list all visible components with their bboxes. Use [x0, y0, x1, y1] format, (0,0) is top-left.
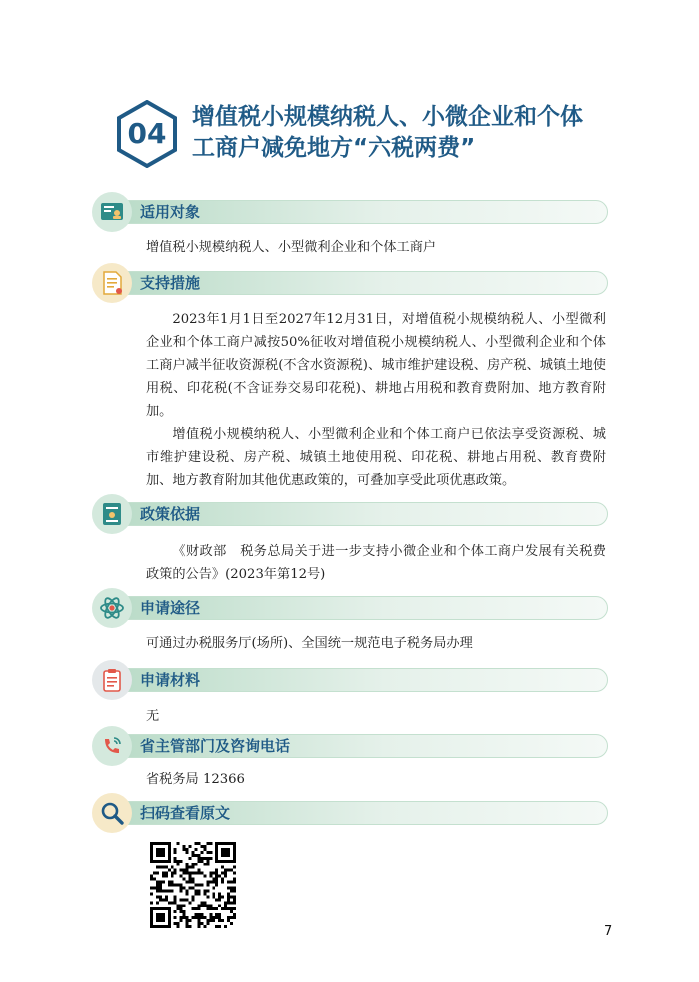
section-materials-header [92, 660, 608, 704]
section-measures-text [146, 308, 606, 492]
page-title [192, 102, 632, 164]
page-title-line1: 增值税小规模纳税人、小微企业和个体 [192, 104, 583, 130]
section-icon-circle [92, 588, 132, 628]
id-card-icon [92, 192, 132, 232]
section-materials-text: 无 [146, 709, 160, 724]
section-icon-circle [92, 494, 132, 534]
section-number: 04 [127, 117, 167, 150]
phone-icon [92, 726, 132, 766]
policy-doc-icon [92, 494, 132, 534]
page-title-line2: 工商户减免地方“六税两费” [192, 135, 476, 161]
qr-code-icon[interactable] [150, 842, 236, 928]
section-target-label: 适用对象 [140, 203, 201, 221]
page-header [116, 100, 636, 170]
section-basis-label: 政策依据 [140, 505, 201, 523]
page-number: 7 [604, 924, 613, 939]
section-contact-header [92, 726, 608, 770]
measures-paragraph-2: 增值税小规模纳税人、小型微利企业和个体工商户已依法享受资源税、城市维护建设税、房产税、城镇土地使用税、印花税、耕地占用税、教育费附加、地方教育附加其他优惠政策的，可叠加享受此项优惠政策。 [146, 427, 606, 488]
section-target-text: 增值税小规模纳税人、小型微利企业和个体工商户 [146, 240, 437, 255]
measures-paragraph-1: 2023年1月1日至2027年12月31日，对增值税小规模纳税人、小型微利企业和个体工商户减按50%征收对增值税小规模纳税人、小型微利企业和个体工商户减半征收资源税(不含水资源税)、城市维护建设税、房产税、城镇土地使用税、印花税(不含证券交易印花税)、耕地占用税和教育费附加、地方教育附加。 [146, 312, 606, 419]
section-basis-header [92, 494, 608, 538]
section-materials-label: 申请材料 [140, 671, 201, 689]
section-icon-circle [92, 263, 132, 303]
clipboard-icon [92, 660, 132, 700]
section-icon-circle [92, 793, 132, 833]
section-measures-header [92, 263, 608, 307]
section-scan-label: 扫码查看原文 [140, 804, 231, 822]
section-channel-text: 可通过办税服务厅(场所)、全国统一规范电子税务局办理 [146, 636, 473, 651]
document-icon [92, 263, 132, 303]
section-icon-circle [92, 726, 132, 766]
section-contact-text: 省税务局 12366 [146, 772, 245, 787]
section-icon-circle [92, 192, 132, 232]
section-channel-label: 申请途径 [140, 599, 201, 617]
section-measures-label: 支持措施 [140, 274, 201, 292]
magnifier-icon [92, 793, 132, 833]
section-contact-label: 省主管部门及咨询电话 [140, 737, 291, 755]
atom-icon [92, 588, 132, 628]
section-icon-circle [92, 660, 132, 700]
section-channel-header [92, 588, 608, 632]
section-scan-header [92, 793, 608, 837]
section-target-header [92, 192, 608, 236]
section-basis-text: 《财政部 税务总局关于进一步支持小微企业和个体工商户发展有关税费政策的公告》(2023年第12号) [146, 544, 606, 582]
